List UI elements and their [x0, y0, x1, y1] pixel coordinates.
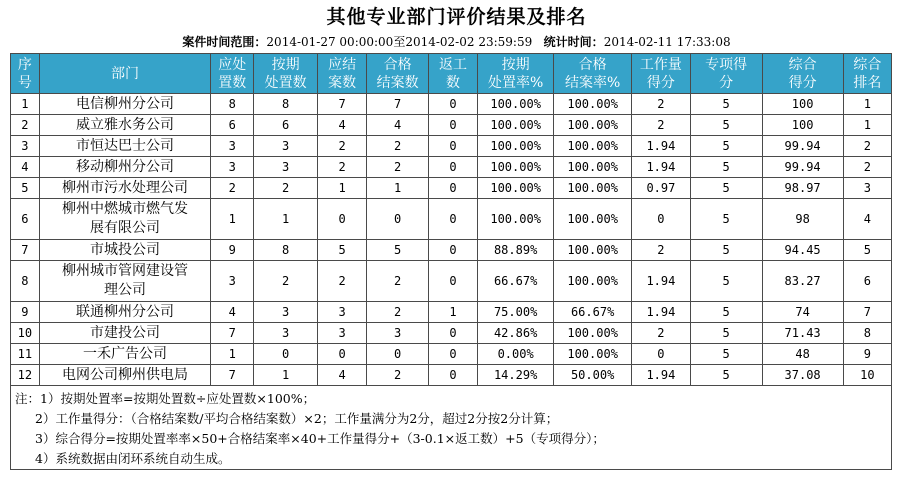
column-header: [211, 54, 254, 94]
rework-count-cell: 1: [428, 302, 477, 323]
time-range-value: 2014-01-27 00:00:00至2014-02-02 23:59:59: [266, 35, 533, 49]
column-header: [11, 54, 40, 94]
table-row: [11, 302, 892, 323]
close-rate-cell: 100.00%: [554, 323, 632, 344]
special-score-cell: 5: [690, 240, 762, 261]
note-4: 4）系统数据由闭环系统自动生成。: [35, 451, 231, 466]
rank-cell: 2: [843, 136, 891, 157]
special-score-cell: 5: [690, 157, 762, 178]
column-header-line: 序: [17, 56, 32, 73]
closed-count-cell: 5: [367, 240, 429, 261]
ontime-rate-cell: 42.86%: [478, 323, 554, 344]
department-name: 柳州城市管网建设管: [61, 263, 188, 279]
table-row: [11, 115, 892, 136]
rank-cell: 10: [843, 365, 891, 386]
ontime-rate-cell: 75.00%: [478, 302, 554, 323]
ontime-count-cell: 3: [254, 136, 318, 157]
to-close-count-cell: 0: [318, 199, 367, 240]
total-score-cell: 99.94: [762, 157, 843, 178]
department-cell: [39, 323, 210, 344]
special-score-cell: 5: [690, 302, 762, 323]
to-close-count-cell: 1: [318, 178, 367, 199]
ontime-rate-cell: 100.00%: [478, 115, 554, 136]
workload-score-cell: 1.94: [632, 365, 691, 386]
column-header-line: 置数: [218, 74, 247, 91]
department-name: 电网公司柳州供电局: [61, 367, 188, 383]
rank-cell: 9: [843, 344, 891, 365]
column-header-line: 处置率%: [487, 74, 544, 91]
department-name: 柳州中燃城市燃气发: [61, 201, 188, 217]
ontime-rate-cell: 100.00%: [478, 94, 554, 115]
to-close-count-cell: 0: [318, 344, 367, 365]
column-header: [254, 54, 318, 94]
column-header-line: 专项得: [705, 56, 748, 73]
column-header-line: 返工: [439, 56, 468, 73]
ontime-rate-cell: 14.29%: [478, 365, 554, 386]
ontime-rate-cell: 0.00%: [478, 344, 554, 365]
total-score-cell: 71.43: [762, 323, 843, 344]
total-score-cell: 100: [762, 94, 843, 115]
department-name: 市建投公司: [89, 325, 160, 341]
rework-count-cell: 0: [428, 323, 477, 344]
close-rate-cell: 50.00%: [554, 365, 632, 386]
column-header-line: 工作量: [639, 56, 682, 73]
ontime-count-cell: 6: [254, 115, 318, 136]
closed-count-cell: 7: [367, 94, 429, 115]
due-count-cell: 3: [211, 261, 254, 302]
due-count-cell: 3: [211, 157, 254, 178]
total-score-cell: 98: [762, 199, 843, 240]
closed-count-cell: 0: [367, 344, 429, 365]
column-header: [39, 54, 210, 94]
note-2: 2）工作量得分：（合格结案数/平均合格结案数）×2；工作量满分为2分，超过2分按2分计算；: [35, 411, 559, 426]
ontime-count-cell: 8: [254, 94, 318, 115]
rework-count-cell: 0: [428, 240, 477, 261]
row-number: 3: [11, 136, 40, 157]
row-number: 5: [11, 178, 40, 199]
column-header-line: 应处: [218, 56, 247, 73]
special-score-cell: 5: [690, 94, 762, 115]
ontime-rate-cell: 66.67%: [478, 261, 554, 302]
column-header-line: 号: [17, 74, 32, 91]
row-number: 6: [11, 199, 40, 240]
total-score-cell: 83.27: [762, 261, 843, 302]
special-score-cell: 5: [690, 261, 762, 302]
rework-count-cell: 0: [428, 115, 477, 136]
due-count-cell: 2: [211, 178, 254, 199]
table-row: [11, 240, 892, 261]
stat-time-label: 统计时间：: [543, 35, 604, 49]
workload-score-cell: 2: [632, 323, 691, 344]
to-close-count-cell: 2: [318, 157, 367, 178]
to-close-count-cell: 3: [318, 323, 367, 344]
department-name-cont: 理公司: [103, 282, 146, 298]
department-cell: [39, 365, 210, 386]
ontime-count-cell: 3: [254, 323, 318, 344]
closed-count-cell: 4: [367, 115, 429, 136]
column-header-line: 综合: [788, 56, 817, 73]
notes-cell: [11, 386, 892, 470]
column-header: [632, 54, 691, 94]
ontime-count-cell: 3: [254, 157, 318, 178]
row-number: 2: [11, 115, 40, 136]
department-name: 电信柳州分公司: [75, 96, 174, 112]
close-rate-cell: 100.00%: [554, 94, 632, 115]
column-header-line: 按期: [501, 56, 530, 73]
workload-score-cell: 0: [632, 199, 691, 240]
to-close-count-cell: 2: [318, 136, 367, 157]
workload-score-cell: 2: [632, 115, 691, 136]
rework-count-cell: 0: [428, 261, 477, 302]
column-header-line: 合格: [578, 56, 607, 73]
column-header-line: 得分: [646, 74, 675, 91]
column-header-line: 数: [446, 74, 461, 91]
column-header: [762, 54, 843, 94]
closed-count-cell: 2: [367, 136, 429, 157]
ontime-rate-cell: 100.00%: [478, 178, 554, 199]
total-score-cell: 37.08: [762, 365, 843, 386]
due-count-cell: 8: [211, 94, 254, 115]
close-rate-cell: 100.00%: [554, 136, 632, 157]
department-cell: [39, 344, 210, 365]
department-cell: [39, 94, 210, 115]
department-cell: [39, 178, 210, 199]
close-rate-cell: 100.00%: [554, 157, 632, 178]
workload-score-cell: 0: [632, 344, 691, 365]
table-row: [11, 365, 892, 386]
department-name: 市城投公司: [89, 242, 160, 258]
table-row: [11, 323, 892, 344]
total-score-cell: 48: [762, 344, 843, 365]
ontime-count-cell: 0: [254, 344, 318, 365]
ontime-rate-cell: 100.00%: [478, 199, 554, 240]
department-cell: [39, 302, 210, 323]
column-header-line: 案数: [328, 74, 357, 91]
department-cell: [39, 115, 210, 136]
notes-row: [11, 386, 892, 470]
rank-cell: 1: [843, 115, 891, 136]
department-cell: [39, 240, 210, 261]
rework-count-cell: 0: [428, 178, 477, 199]
department-cell: [39, 199, 210, 240]
table-body: [11, 94, 892, 386]
department-name: 威立雅水务公司: [75, 117, 174, 133]
rank-cell: 7: [843, 302, 891, 323]
row-number: 7: [11, 240, 40, 261]
ontime-rate-cell: 88.89%: [478, 240, 554, 261]
column-header-line: 处置数: [264, 74, 307, 91]
to-close-count-cell: 2: [318, 261, 367, 302]
workload-score-cell: 2: [632, 240, 691, 261]
rework-count-cell: 0: [428, 365, 477, 386]
table-row: [11, 136, 892, 157]
time-range-label: 案件时间范围：: [182, 35, 267, 49]
column-header: [554, 54, 632, 94]
department-cell: [39, 136, 210, 157]
to-close-count-cell: 3: [318, 302, 367, 323]
due-count-cell: 1: [211, 199, 254, 240]
column-header-line: 综合: [853, 56, 882, 73]
department-name-cont: 展有限公司: [89, 220, 160, 236]
row-number: 10: [11, 323, 40, 344]
close-rate-cell: 100.00%: [554, 178, 632, 199]
ontime-count-cell: 1: [254, 365, 318, 386]
note-3: 3）综合得分=按期处置率率×50+合格结案率×40+工作量得分+（3-0.1×返工数）+5（专项得分）；: [35, 431, 605, 446]
note-1: 注：1）按期处置率=按期处置数÷应处置数×100%；: [15, 391, 316, 406]
rework-count-cell: 0: [428, 94, 477, 115]
table-row: [11, 261, 892, 302]
stat-time-value: 2014-02-11 17:33:08: [603, 35, 731, 49]
close-rate-cell: 100.00%: [554, 344, 632, 365]
due-count-cell: 7: [211, 323, 254, 344]
report-subtitle: [0, 33, 913, 50]
column-header-line: 排名: [853, 74, 882, 91]
due-count-cell: 1: [211, 344, 254, 365]
rank-cell: 3: [843, 178, 891, 199]
special-score-cell: 5: [690, 136, 762, 157]
column-header-line: 分: [719, 74, 734, 91]
column-header: [318, 54, 367, 94]
table-row: [11, 178, 892, 199]
rank-cell: 8: [843, 323, 891, 344]
rework-count-cell: 0: [428, 199, 477, 240]
department-name: 市恒达巴士公司: [75, 138, 174, 154]
column-header: [478, 54, 554, 94]
due-count-cell: 4: [211, 302, 254, 323]
row-number: 8: [11, 261, 40, 302]
department-cell: [39, 157, 210, 178]
column-header: [428, 54, 477, 94]
column-header-line: 部门: [110, 65, 139, 82]
rework-count-cell: 0: [428, 157, 477, 178]
total-score-cell: 74: [762, 302, 843, 323]
special-score-cell: 5: [690, 365, 762, 386]
special-score-cell: 5: [690, 199, 762, 240]
total-score-cell: 100: [762, 115, 843, 136]
column-header: [367, 54, 429, 94]
row-number: 1: [11, 94, 40, 115]
row-number: 9: [11, 302, 40, 323]
due-count-cell: 6: [211, 115, 254, 136]
department-cell: [39, 261, 210, 302]
column-header-line: 结案数: [376, 74, 419, 91]
to-close-count-cell: 4: [318, 115, 367, 136]
to-close-count-cell: 7: [318, 94, 367, 115]
special-score-cell: 5: [690, 115, 762, 136]
total-score-cell: 98.97: [762, 178, 843, 199]
department-name: 一禾广告公司: [82, 346, 167, 362]
special-score-cell: 5: [690, 344, 762, 365]
closed-count-cell: 3: [367, 323, 429, 344]
close-rate-cell: 100.00%: [554, 240, 632, 261]
department-name: 联通柳州分公司: [75, 304, 174, 320]
column-header-line: 应结: [328, 56, 357, 73]
column-header: [690, 54, 762, 94]
close-rate-cell: 100.00%: [554, 199, 632, 240]
rank-cell: 5: [843, 240, 891, 261]
row-number: 11: [11, 344, 40, 365]
closed-count-cell: 2: [367, 365, 429, 386]
rank-cell: 1: [843, 94, 891, 115]
rank-cell: 6: [843, 261, 891, 302]
column-header-line: 结案率%: [564, 74, 621, 91]
special-score-cell: 5: [690, 178, 762, 199]
closed-count-cell: 1: [367, 178, 429, 199]
workload-score-cell: 2: [632, 94, 691, 115]
to-close-count-cell: 5: [318, 240, 367, 261]
header-row: [11, 54, 892, 94]
row-number: 4: [11, 157, 40, 178]
page-title: 其他专业部门评价结果及排名: [326, 6, 587, 28]
ranking-table: [10, 53, 892, 470]
rank-cell: 4: [843, 199, 891, 240]
ontime-count-cell: 1: [254, 199, 318, 240]
due-count-cell: 7: [211, 365, 254, 386]
table-row: [11, 94, 892, 115]
closed-count-cell: 2: [367, 302, 429, 323]
ontime-count-cell: 3: [254, 302, 318, 323]
ontime-count-cell: 8: [254, 240, 318, 261]
rework-count-cell: 0: [428, 344, 477, 365]
workload-score-cell: 1.94: [632, 302, 691, 323]
close-rate-cell: 100.00%: [554, 261, 632, 302]
total-score-cell: 99.94: [762, 136, 843, 157]
ontime-rate-cell: 100.00%: [478, 157, 554, 178]
ontime-rate-cell: 100.00%: [478, 136, 554, 157]
special-score-cell: 5: [690, 323, 762, 344]
to-close-count-cell: 4: [318, 365, 367, 386]
row-number: 12: [11, 365, 40, 386]
workload-score-cell: 1.94: [632, 136, 691, 157]
closed-count-cell: 2: [367, 261, 429, 302]
table-row: [11, 157, 892, 178]
ontime-count-cell: 2: [254, 261, 318, 302]
rank-cell: 2: [843, 157, 891, 178]
table-row: [11, 199, 892, 240]
due-count-cell: 9: [211, 240, 254, 261]
close-rate-cell: 100.00%: [554, 115, 632, 136]
due-count-cell: 3: [211, 136, 254, 157]
closed-count-cell: 2: [367, 157, 429, 178]
column-header-line: 得分: [788, 74, 817, 91]
rework-count-cell: 0: [428, 136, 477, 157]
total-score-cell: 94.45: [762, 240, 843, 261]
department-name: 柳州市污水处理公司: [61, 180, 188, 196]
department-name: 移动柳州分公司: [75, 159, 174, 175]
column-header-line: 合格: [383, 56, 412, 73]
workload-score-cell: 1.94: [632, 157, 691, 178]
column-header-line: 按期: [271, 56, 300, 73]
table-row: [11, 344, 892, 365]
closed-count-cell: 0: [367, 199, 429, 240]
close-rate-cell: 66.67%: [554, 302, 632, 323]
workload-score-cell: 0.97: [632, 178, 691, 199]
ontime-count-cell: 2: [254, 178, 318, 199]
column-header: [843, 54, 891, 94]
workload-score-cell: 1.94: [632, 261, 691, 302]
